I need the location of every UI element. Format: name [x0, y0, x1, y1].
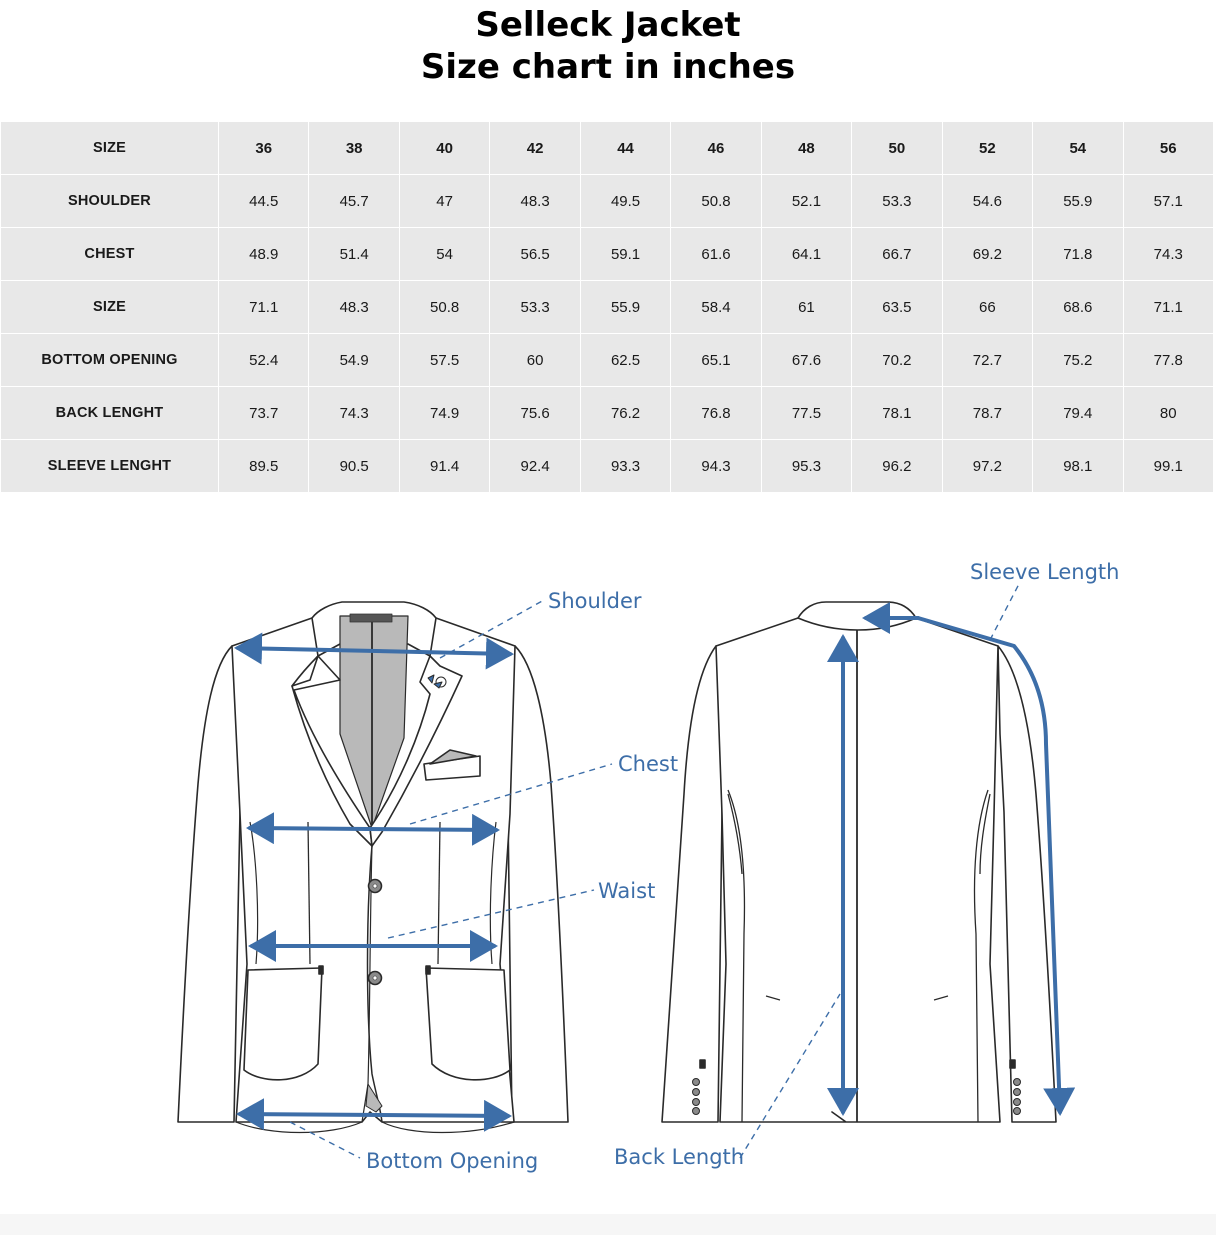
- table-cell: 55.9: [580, 281, 670, 334]
- table-cell: 94.3: [671, 440, 761, 493]
- table-cell: 54: [399, 228, 489, 281]
- table-cell: 75.2: [1033, 334, 1123, 387]
- table-cell: 67.6: [761, 334, 851, 387]
- table-cell: 74.9: [399, 387, 489, 440]
- title-line-2: Size chart in inches: [420, 47, 796, 87]
- size-header-cell: 40: [399, 122, 489, 175]
- table-cell: 72.7: [942, 334, 1032, 387]
- table-cell: 69.2: [942, 228, 1032, 281]
- table-cell: 54.9: [309, 334, 399, 387]
- title-line-1: Selleck Jacket: [475, 5, 741, 45]
- table-header-row: [1, 122, 1214, 175]
- table-cell: 44.5: [219, 175, 309, 228]
- table-cell: 57.5: [399, 334, 489, 387]
- table-cell: 48.9: [219, 228, 309, 281]
- table-cell: 45.7: [309, 175, 399, 228]
- size-header-cell: 54: [1033, 122, 1123, 175]
- table-cell: 52.1: [761, 175, 851, 228]
- size-header-cell: 42: [490, 122, 580, 175]
- table-row: [1, 334, 1214, 387]
- size-header-cell: 46: [671, 122, 761, 175]
- table-cell: 51.4: [309, 228, 399, 281]
- table-cell: 64.1: [761, 228, 851, 281]
- table-cell: 53.3: [852, 175, 942, 228]
- table-cell: 90.5: [309, 440, 399, 493]
- table-cell: 76.2: [580, 387, 670, 440]
- table-cell: 63.5: [852, 281, 942, 334]
- table-cell: 61: [761, 281, 851, 334]
- table-cell: 62.5: [580, 334, 670, 387]
- table-cell: 55.9: [1033, 175, 1123, 228]
- table-cell: 74.3: [309, 387, 399, 440]
- table-cell: 93.3: [580, 440, 670, 493]
- table-cell: 71.1: [1123, 281, 1213, 334]
- table-cell: 66.7: [852, 228, 942, 281]
- table-cell: 59.1: [580, 228, 670, 281]
- row-label-cell: CHEST: [1, 228, 219, 281]
- back-length-label: Back Length: [614, 1145, 745, 1169]
- table-cell: 91.4: [399, 440, 489, 493]
- table-cell: 58.4: [671, 281, 761, 334]
- table-cell: 96.2: [852, 440, 942, 493]
- table-cell: 48.3: [309, 281, 399, 334]
- table-cell: 68.6: [1033, 281, 1123, 334]
- table-cell: 78.1: [852, 387, 942, 440]
- table-cell: 92.4: [490, 440, 580, 493]
- row-label-cell: SIZE: [1, 281, 219, 334]
- table-cell: 76.8: [671, 387, 761, 440]
- row-label-cell: BACK LENGHT: [1, 387, 219, 440]
- table-cell: 70.2: [852, 334, 942, 387]
- bottom-opening-label: Bottom Opening: [366, 1149, 539, 1173]
- table-cell: 56.5: [490, 228, 580, 281]
- table-cell: 97.2: [942, 440, 1032, 493]
- table-cell: 73.7: [219, 387, 309, 440]
- row-label-cell: SHOULDER: [1, 175, 219, 228]
- chest-label: Chest: [618, 752, 679, 776]
- table-cell: 99.1: [1123, 440, 1213, 493]
- table-cell: 89.5: [219, 440, 309, 493]
- table-cell: 49.5: [580, 175, 670, 228]
- table-cell: 98.1: [1033, 440, 1123, 493]
- table-cell: 57.1: [1123, 175, 1213, 228]
- table-cell: 80: [1123, 387, 1213, 440]
- table-cell: 47: [399, 175, 489, 228]
- bottom-opening-arrow: [240, 1114, 508, 1116]
- table-cell: 48.3: [490, 175, 580, 228]
- table-cell: 77.8: [1123, 334, 1213, 387]
- table-cell: 77.5: [761, 387, 851, 440]
- table-cell: 50.8: [671, 175, 761, 228]
- table-cell: 66: [942, 281, 1032, 334]
- waist-label: Waist: [598, 879, 656, 903]
- table-cell: 50.8: [399, 281, 489, 334]
- table-cell: 75.6: [490, 387, 580, 440]
- size-header-cell: 56: [1123, 122, 1213, 175]
- size-header-cell: 50: [852, 122, 942, 175]
- row-label-cell: BOTTOM OPENING: [1, 334, 219, 387]
- table-cell: 52.4: [219, 334, 309, 387]
- table-row: [1, 387, 1214, 440]
- size-header-cell: 36: [219, 122, 309, 175]
- table-row: [1, 281, 1214, 334]
- chest-arrow: [250, 828, 496, 830]
- table-cell: 71.8: [1033, 228, 1123, 281]
- row-label-cell: SLEEVE LENGHT: [1, 440, 219, 493]
- table-cell: 78.7: [942, 387, 1032, 440]
- size-header-cell: 48: [761, 122, 851, 175]
- size-chart-table: [0, 121, 1214, 493]
- table-cell: 65.1: [671, 334, 761, 387]
- size-header-cell: 44: [580, 122, 670, 175]
- shoulder-label: Shoulder: [548, 589, 642, 613]
- size-header-cell: 52: [942, 122, 1032, 175]
- table-cell: 95.3: [761, 440, 851, 493]
- measurement-diagram: [0, 494, 1216, 1214]
- table-cell: 74.3: [1123, 228, 1213, 281]
- table-cell: 71.1: [219, 281, 309, 334]
- table-cell: 79.4: [1033, 387, 1123, 440]
- table-cell: 54.6: [942, 175, 1032, 228]
- table-row: [1, 175, 1214, 228]
- size-header-cell: 38: [309, 122, 399, 175]
- table-cell: 60: [490, 334, 580, 387]
- table-cell: 61.6: [671, 228, 761, 281]
- table-row: [1, 440, 1214, 493]
- footer-strip: [0, 1214, 1216, 1235]
- page-title: [0, 0, 1216, 120]
- table-cell: 53.3: [490, 281, 580, 334]
- jacket-front-illustration: [178, 602, 568, 1133]
- jacket-back-illustration: [662, 602, 1056, 1122]
- header-label-cell: SIZE: [1, 122, 219, 175]
- sleeve-length-label: Sleeve Length: [970, 560, 1120, 584]
- table-row: [1, 228, 1214, 281]
